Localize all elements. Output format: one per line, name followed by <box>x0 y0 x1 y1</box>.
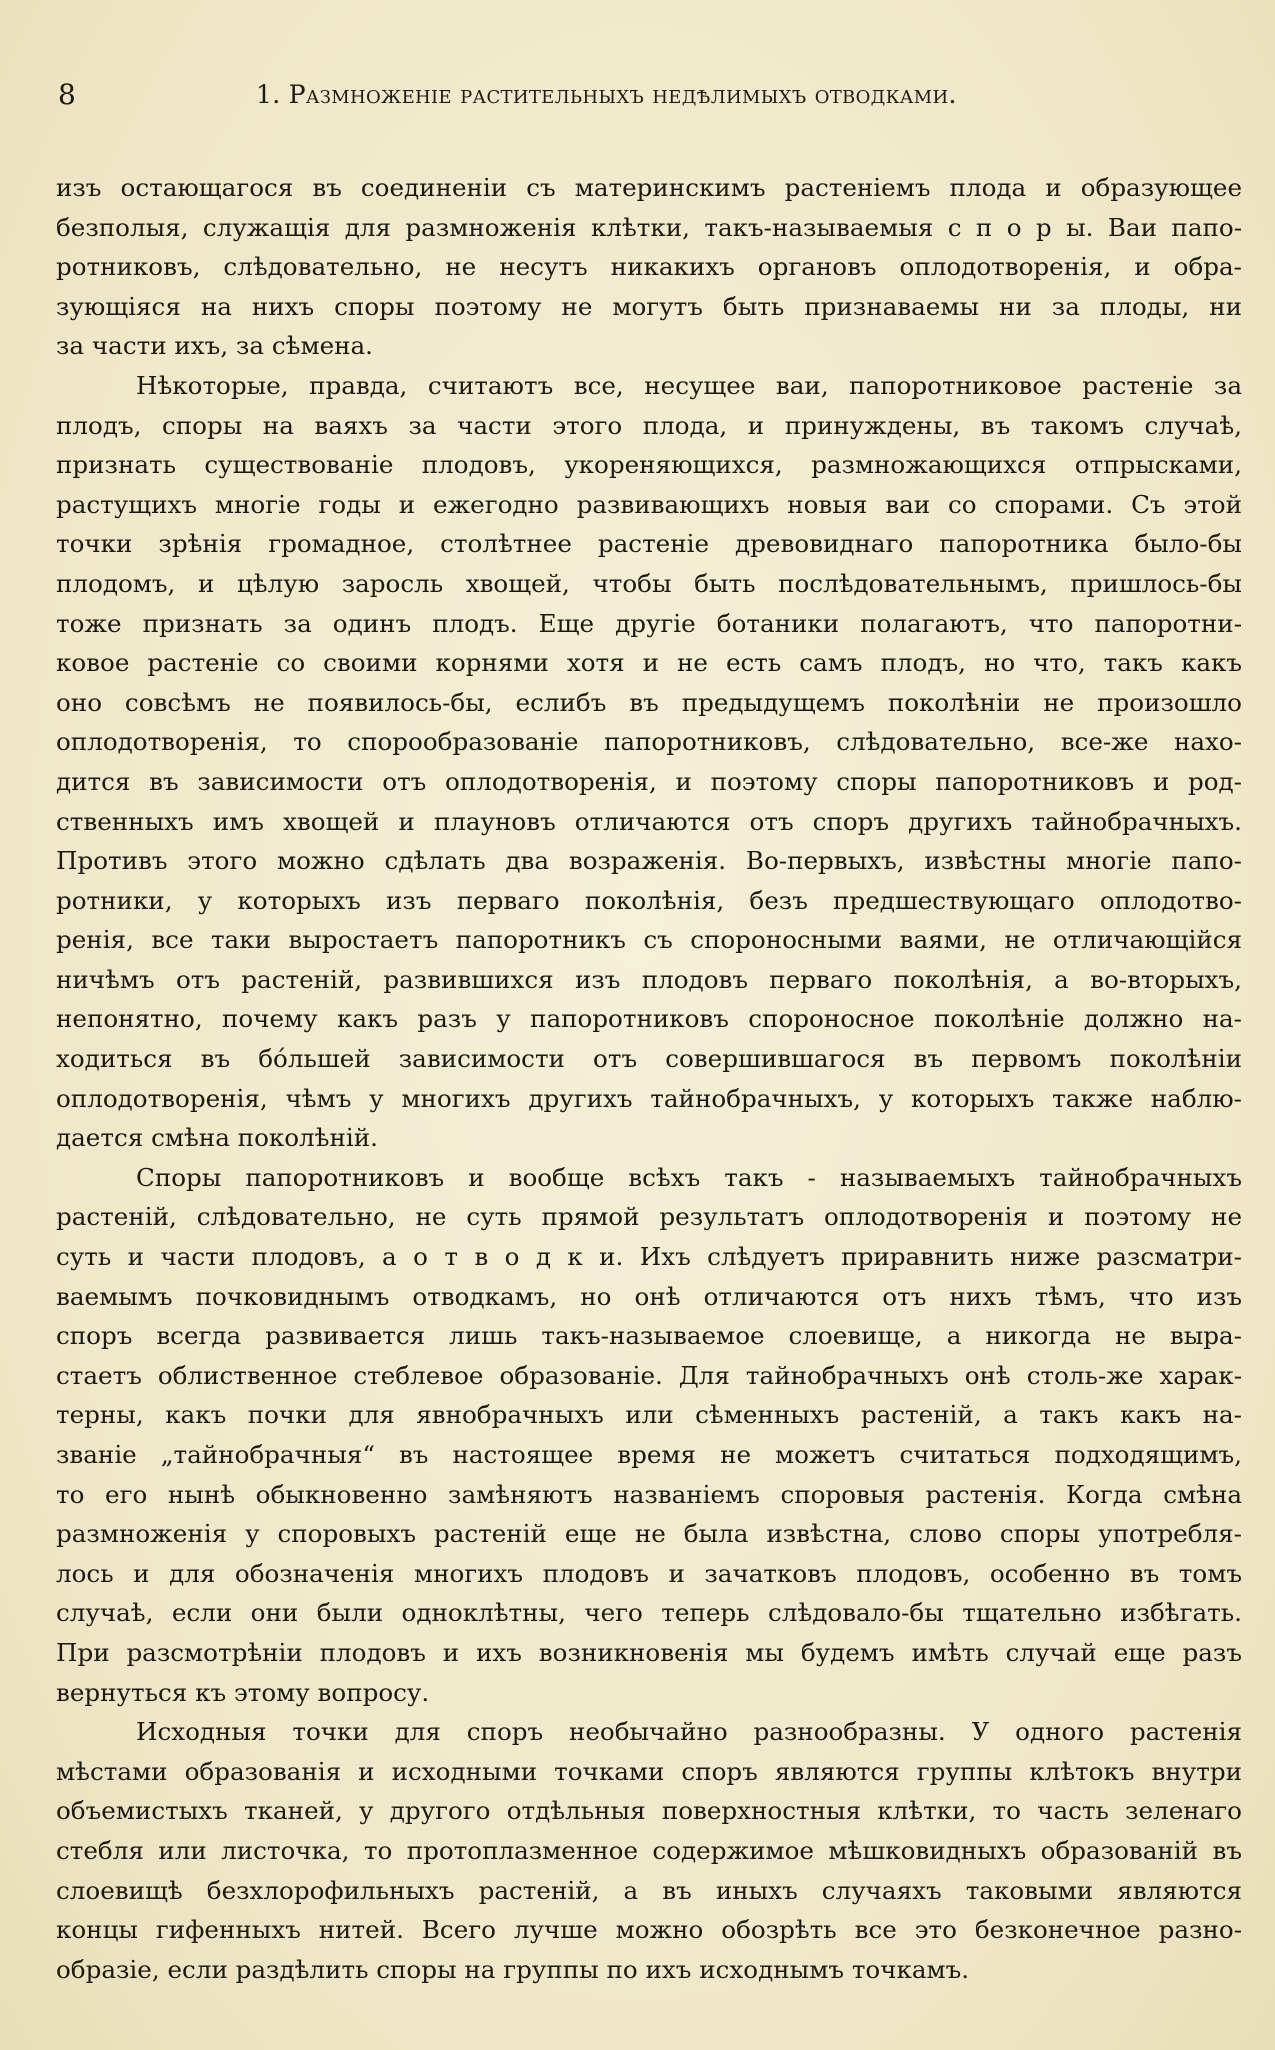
text-line: Исходныя точки для споръ необычайно разнообразны. У одного растенія <box>136 1717 1242 1747</box>
text-line: стаетъ облиственное стеблевое образованіе. Для тайнобрачныхъ онѣ столь-же харак- <box>56 1360 1242 1390</box>
text-line: тоже признать за одинъ плодъ. Еще другіе ботаники полагаютъ, что папоротни- <box>56 608 1242 638</box>
text-line: плодъ, споры на ваяхъ за части этого плода, и принуждены, въ такомъ случаѣ, <box>56 410 1242 440</box>
text-line: то его нынѣ обыкновенно замѣняютъ названіемъ споровыя растенія. Когда смѣна <box>56 1479 1242 1509</box>
text-line: концы гифенныхъ нитей. Всего лучше можно обозрѣть все это безконечное разно- <box>56 1915 1242 1945</box>
text-line: ходиться въ бóльшей зависимости отъ совершившагося въ первомъ поколѣніи <box>56 1044 1242 1074</box>
text-line: плодомъ, и цѣлую заросль хвощей, чтобы быть послѣдовательнымъ, пришлось-бы <box>56 568 1242 598</box>
text-line: ваемымъ почковиднымъ отводкамъ, но онѣ отличаются отъ нихъ тѣмъ, что изъ <box>56 1281 1242 1311</box>
text-line: оплодотворенія, чѣмъ у многихъ другихъ тайнобрачныхъ, у которыхъ также наблю- <box>56 1083 1242 1113</box>
text-line: Противъ этого можно сдѣлать два возраженія. Во-первыхъ, извѣстны многіе папо- <box>56 846 1242 876</box>
text-line: растущихъ многіе годы и ежегодно развивающихъ новыя ваи со спорами. Съ этой <box>56 489 1242 519</box>
text-line: званіе „тайнобрачныя“ въ настоящее время не можетъ считаться подходящимъ, <box>56 1440 1242 1469</box>
text-line: случаѣ, если они были одноклѣтны, чего теперь слѣдовало-бы тщательно избѣгать. <box>56 1598 1242 1628</box>
text-line: ренія, все таки выростаетъ папоротникъ съ спороносными ваями, не отличающійся <box>56 925 1242 955</box>
text-line: вернуться къ этому вопросу. <box>56 1677 430 1707</box>
text-line: дается смѣна поколѣній. <box>56 1123 378 1153</box>
text-line: дится въ зависимости отъ оплодотворенія, и поэтому споры папоротниковъ и род- <box>56 766 1242 796</box>
page-number: 8 <box>58 78 76 111</box>
text-line: суть и части плодовъ, а о т в о д к и. Ихъ слѣдуетъ приравнить ниже разсматри- <box>56 1242 1242 1272</box>
text-line: споръ всегда развивается лишь такъ-называемое слоевище, а никогда не выра- <box>56 1321 1242 1351</box>
page-header <box>58 78 1238 118</box>
text-line: ничѣмъ отъ растеній, развившихся изъ плодовъ перваго поколѣнія, а во-вторыхъ, <box>56 964 1242 994</box>
text-line: ротниковъ, слѣдовательно, не несутъ никакихъ органовъ оплодотворенія, и обра- <box>56 252 1242 282</box>
text-line: оно совсѣмъ не появилось-бы, еслибъ въ предыдущемъ поколѣніи не произошло <box>56 687 1242 717</box>
text-line: Споры папоротниковъ и вообще всѣхъ такъ - называемыхъ тайнобрачныхъ <box>136 1162 1242 1192</box>
text-line: лось и для обозначенія многихъ плодовъ и зачатковъ плодовъ, особенно въ томъ <box>56 1558 1242 1588</box>
text-line: слоевищѣ безхлорофильныхъ растеній, а въ иныхъ случаяхъ таковыми являются <box>56 1875 1242 1905</box>
text-line: стебля или листочка, то протоплазменное содержимое мѣшковидныхъ образованій въ <box>56 1835 1242 1865</box>
text-line: безполыя, служащія для размноженія клѣтки, такъ-называемыя с п о р ы. Ваи папо- <box>56 212 1242 242</box>
body-text <box>56 168 1242 1989</box>
text-line: мѣстами образованія и исходными точками споръ являются группы клѣтокъ внутри <box>56 1756 1242 1786</box>
paragraph <box>56 366 1242 1158</box>
paragraph <box>56 1158 1242 1712</box>
text-line: размноженія у споровыхъ растеній еще не была извѣстна, слово споры употребля- <box>56 1519 1242 1549</box>
text-line: зующіяся на нихъ споры поэтому не могутъ быть признаваемы ни за плоды, ни <box>56 291 1242 321</box>
text-line: образіе, если раздѣлить споры на группы по ихъ исходнымъ точкамъ. <box>56 1954 970 1984</box>
text-line: растеній, слѣдовательно, не суть прямой результатъ оплодотворенія и поэтому не <box>56 1202 1242 1232</box>
paragraph <box>56 168 1242 366</box>
text-line: объемистыхъ тканей, у другого отдѣльныя поверхностныя клѣтки, то часть зеленаго <box>56 1796 1242 1826</box>
paragraph <box>56 1712 1242 1989</box>
text-line: При разсмотрѣніи плодовъ и ихъ возникновенія мы будемъ имѣть случай еще разъ <box>56 1637 1242 1667</box>
text-line: признать существованіе плодовъ, укореняющихся, размножающихся отпрысками, <box>56 450 1242 480</box>
text-line: оплодотворенія, то спорообразованіе папоротниковъ, слѣдовательно, все-же нахо- <box>56 727 1242 757</box>
text-line: непонятно, почему какъ разъ у папоротниковъ спороносное поколѣніе должно на- <box>56 1004 1242 1034</box>
text-line: точки зрѣнія громадное, столѣтнее растеніе древовиднаго папоротника было-бы <box>56 529 1242 559</box>
text-line: ковое растеніе со своими корнями хотя и не есть самъ плодъ, но что, такъ какъ <box>56 648 1242 678</box>
running-title: 1. Размноженіе растительныхъ недѣлимыхъ отводками. <box>256 80 957 109</box>
text-line: изъ остающагося въ соединеніи съ материнскимъ растеніемъ плода и образующее <box>56 173 1242 202</box>
text-line: ротники, у которыхъ изъ перваго поколѣнія, безъ предшествующаго оплодотво- <box>56 885 1242 915</box>
text-line: терны, какъ почки для явнобрачныхъ или сѣменныхъ растеній, а такъ какъ на- <box>56 1400 1242 1430</box>
text-line: Нѣкоторые, правда, считаютъ все, несущее ваи, папоротниковое растеніе за <box>136 370 1242 400</box>
text-line: за части ихъ, за сѣмена. <box>56 331 374 361</box>
text-line: ственныхъ имъ хвощей и плауновъ отличаются отъ споръ другихъ тайнобрачныхъ. <box>56 806 1242 836</box>
